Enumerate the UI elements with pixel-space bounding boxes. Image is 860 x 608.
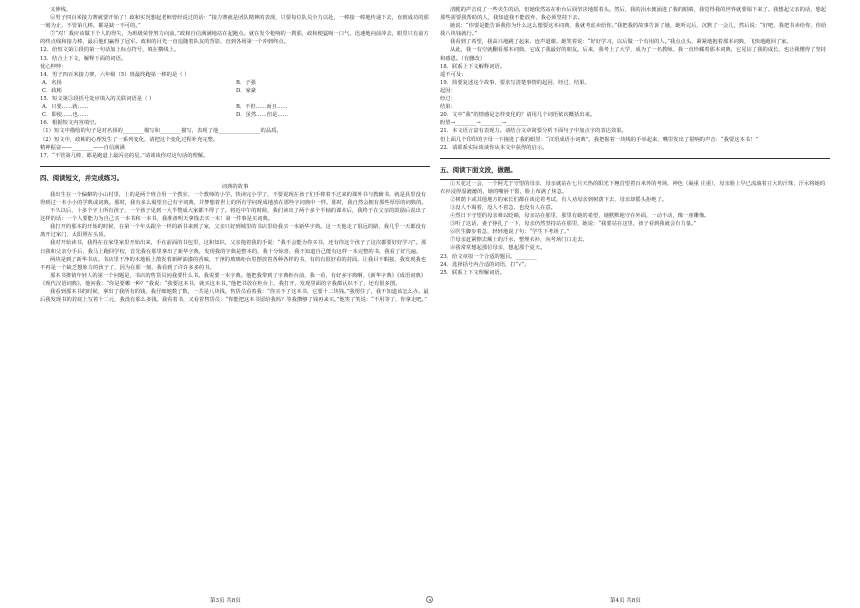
paragraph: 我打开的那本的开始的时候，在第一个年头跟全一样的新书来到了家，父亲只好到城里的书店里给我买一本新华字典。这一天他走了很远的路，我几乎一天都没有离开过家门，太阳照在头顶。 [40, 224, 427, 239]
right-top-paragraphs [440, 6, 830, 63]
question-line: 25．联系上下文理解词语。 [440, 269, 506, 276]
option-item: B．子强 [236, 79, 256, 86]
question-line: 但上面几个印印的字母一下撞进了我的眼里：“汉语成语小词典”。我把握着一块线的手举起来，嘴里发出了很响的声音：“我要这本书！” [440, 136, 759, 143]
answer-line [40, 160, 430, 167]
question-line: 19．简要复述这个故事，要求写清楚事情的起因、经过、结果。 [440, 79, 590, 86]
q14-options [40, 79, 430, 95]
paragraph: ⑦母亲赶紧擦去额上的汗水，整理衣衫，向考场门口走去。 [450, 237, 588, 244]
paragraph: ⑧我常常想起那位母亲，想起那个夏天。 [450, 245, 546, 252]
question-line: 18．联系上下文解释词语。 [440, 63, 506, 70]
paragraph: ①天花过一会，一个阿尤于守望的母亲，母亲就站在七月天热的阳光下翘首望着百米外的考场，神色（凝重 庄重），母亲脸上早已流淌着豆大的汗珠，汗水将她的衣衫浸得湿漉漉的，她的嘴唇干裂，脸上布满了焦急。 [440, 180, 826, 195]
right-column [440, 6, 830, 277]
question-line: 17．“不管第几棒，都是跑道上最闪亮的星。”请谈谈你对这句话的理解。 [40, 152, 209, 159]
question-line: 22．请联系实际谈谈你从本文中获得的启示。 [440, 144, 548, 151]
page-number-right: 第4页 共8页 [610, 598, 641, 604]
question-line: 经过： [440, 96, 456, 103]
option-item: C．政彬 [42, 87, 62, 94]
question-line: 23．给文章拟一个合适的题目。________ [440, 253, 537, 260]
left-top-paragraphs [40, 6, 430, 46]
paragraph: 她说：“你要是能告诉我你为什么这么想要这本词典，我就考虑卖给你。”我把我的故事告诉了她，她听完后，沉默了一会儿，然后说：“好吧，我把书卖给你，你给我八块钱就行。” [440, 23, 827, 38]
paragraph: 那本书推销年轻人的第一个问题是，书店的售货员问我要什么书。我说要一本字典。他把我带到了字典柜台前，我一看，有好多字典啊，《新华字典》《成语词典》《现代汉语词典》，他问我：“你是要哪一种？”我说：“我要这本书，就买这本书。”他把书放在柜台上，我打开，发现里面的字我都认识不了，还有很多图。 [40, 272, 427, 287]
page-number-left: 第3页 共8页 [210, 598, 241, 604]
paragraph: ⑥医生脚步着急，轻轻地说了句：“学生下考场了。” [450, 229, 570, 236]
paragraph: ⑥男子四百米接力赛就要开始了！政和实况想起老师曾经说过的话：“接力赛就是团队精神的表现，只要每位队员全力以赴，一棒接一棒地传递下去，直到成功的那一刻为止，不管第几棒，都是缺一不可的。” [40, 15, 429, 30]
option-item: D．家豪 [236, 87, 257, 94]
question-line: 21．本文语言富有表现力。请结合文章简要分析下面句子中加点字的表达效果。 [440, 128, 627, 135]
question-line: 14．男子四百米接力赛，六年级（5）班最终跑第一棒的是（ ） [40, 71, 190, 78]
binding-dot [426, 596, 433, 603]
left-questions [40, 46, 430, 166]
passage-text [440, 180, 830, 253]
left-column [40, 6, 430, 304]
question-line: 16．根据短文内容填空。 [40, 120, 100, 127]
paragraph: 不久以后，十多个字上所有孩子，一个孩子见到一大半赞成大家都不得了了。将近中午的时候，我们读出了两个多个半轴的课本后，我终于在父亲的鼓励后说出了这样的话：一个人要能力为自己买一本书和一本书，我准备明天拿钱去买一本！第一件事是买词典。 [40, 208, 427, 223]
paragraph: 我出生在一个偏僻的小山村里，上的是两个班合用一个教室、一个教师的小学。快读完小学了，不要说现在孩子们手捧着不过来的课外书与教辅书，就是县里没有得到过一本小小的学典或词典。那时，我有多么渴望自己有字词典，并梦想着世上的所有学问现成地放在那些字词典中一样。那时，我自然会拥有那些厚厚的词典的。 [40, 191, 427, 206]
right-questions [440, 63, 830, 159]
question-line: 结果： [440, 104, 456, 111]
right-questions-b [440, 253, 830, 277]
paragraph: ④烈日下守望的母亲难以眨睛，母亲站在那里，那里有她的希望，她默默地守在外面，一动不动，像一座雕像。 [450, 213, 710, 220]
story-text [40, 191, 430, 304]
paragraph: 清脆的声音说了一些夹生的话，但她依然站在柜台后面坚决地摇着头。然后，我的泪水便涌进了我的眼睛，我觉得我的世界就要塌下来了。我想起父亲的话，想起那些需要我帮助的人，我知道我不能放弃，我必须坚持下去。 [440, 7, 827, 22]
option-item: D．虽然……但是…… [236, 112, 288, 119]
paragraph: 我看到了希望，我高兴地跳了起来，连声道谢。她笑着说：“好好学习，以后做一个有用的人。”我点点头，紧紧地抱着那本词典，飞快地跑回了家。 [450, 39, 792, 46]
section-4-heading: 四、阅读短文，并完成练习。 [40, 173, 124, 182]
question-line: 忧心忡忡： [40, 63, 67, 70]
question-line: 20．文中“我”的情感是怎样变化的？请用几个词语依次概括出来。 [440, 112, 596, 119]
option-item: A．只要……就…… [42, 104, 89, 111]
question-line: 12．给短文第①段的第一句话加上标点符号，填在横线上。 [40, 47, 180, 54]
paragraph: ②树荫下或其他地方的家长们都在谈论着考试，有人劝母亲到树荫下去，母亲却摇头拒绝了。 [450, 196, 668, 203]
answer-line [440, 152, 830, 159]
q15-options [40, 103, 430, 119]
question-line: 精神振奋——________——自信满满 [40, 144, 125, 151]
paragraph: ⑦“对！我应该做下个人的得失，为班级荣誉努力向前。”政和自信满满地站在起跑点。就在发令枪响的一刹那，政和便猛吸一口气，迅速地向前冲去，眼里只有前方的终点线和接力棒，最后他们赢得了冠军。政和的目光一直追随着队友的背影，直到各场第一个冲到终点。 [40, 31, 429, 46]
paragraph: 两块是到了新华书店。书店里干净的木地板上散发着新鲜油漆的香味，干净的玻璃柜台里摆放着各种各样的书，有的有很好看的封面，让我目不暇接，我发现我也不再是一个缺乏想象力的孩子了，因为在那一刻，我看到了许许多多的书。 [40, 256, 427, 271]
question-line: 盼望→________→________→________ [440, 120, 528, 127]
paragraph: ③没人不渴着，没人不着急，也没有人在意。 [450, 204, 556, 211]
question-line: 遥不可及： [440, 71, 467, 78]
question-line: 15．短文第⑤段括号处应填入的关联词语是（ ） [40, 96, 155, 103]
question-line: 13．结合上下文，解释下面的词语。 [40, 55, 127, 62]
paragraph: 我看到那本书的时候，拿出了我所有的钱，我仔细地数了数，一共是八块钱。售货员看着我：“你买不了这本书，它要十二块钱。”我愣住了，我不知道该怎么办。最后我发现书的封底上写着十二元，我没有那么多钱。我看着书，又看着售货员：“你能把这本书留给我吗？等我攒够了钱再来买。”他笑了笑说：“不用等了，你拿走吧。” [40, 289, 429, 304]
option-item: B．不但……而且…… [236, 104, 288, 111]
option-item: A．名扬 [42, 79, 62, 86]
question-line: （2）短文中，政彬的心理发生了一系列变化，请把这个变化过程补充完整。 [40, 136, 219, 143]
question-line: （1）短文中描绘的句子是对名扬的________描写和________描写，表现了他________________的品质。 [40, 128, 282, 135]
paragraph: ⑤听了这话，妻子挣扎了一下，母亲仍然坚持站在那里，她说：“我要站在这里，孩子看到我就会有力量。” [450, 221, 697, 228]
question-line: 起因： [440, 87, 456, 94]
paragraph: 又伸线。 [50, 7, 72, 13]
paragraph: 从此，我一有空就翻看那本词典，它成了我最好的朋友。后来，我考上了大学，成为了一名教师。我一直珍藏着那本词典，它见证了我的成长，也让我懂得了坚持和感恩。（有删改） [440, 47, 827, 62]
section-5-heading: 五、阅读下面文段，做题。 [440, 165, 517, 174]
option-item: C．即使……也…… [42, 112, 89, 119]
paragraph: 我对开始读书，我得在在家里家里开始出来，手在前面的书包里，这和知识，父亲拖着我的手说：“我不会能为你买书，还有你这个孩子了这次都要好好学习”。那日我和父亲分手后，我马上跑回学校，首先我在那里拿出了新华字典，发现我的字典是整本的，我十分惊喜，我不知道自己能有这样一本完整的书，我看了好几遍。 [40, 240, 427, 255]
question-line: 24．选择括号内合适的词语，打“√”。 [440, 261, 530, 268]
story-title: 词典的故事 [221, 183, 249, 190]
